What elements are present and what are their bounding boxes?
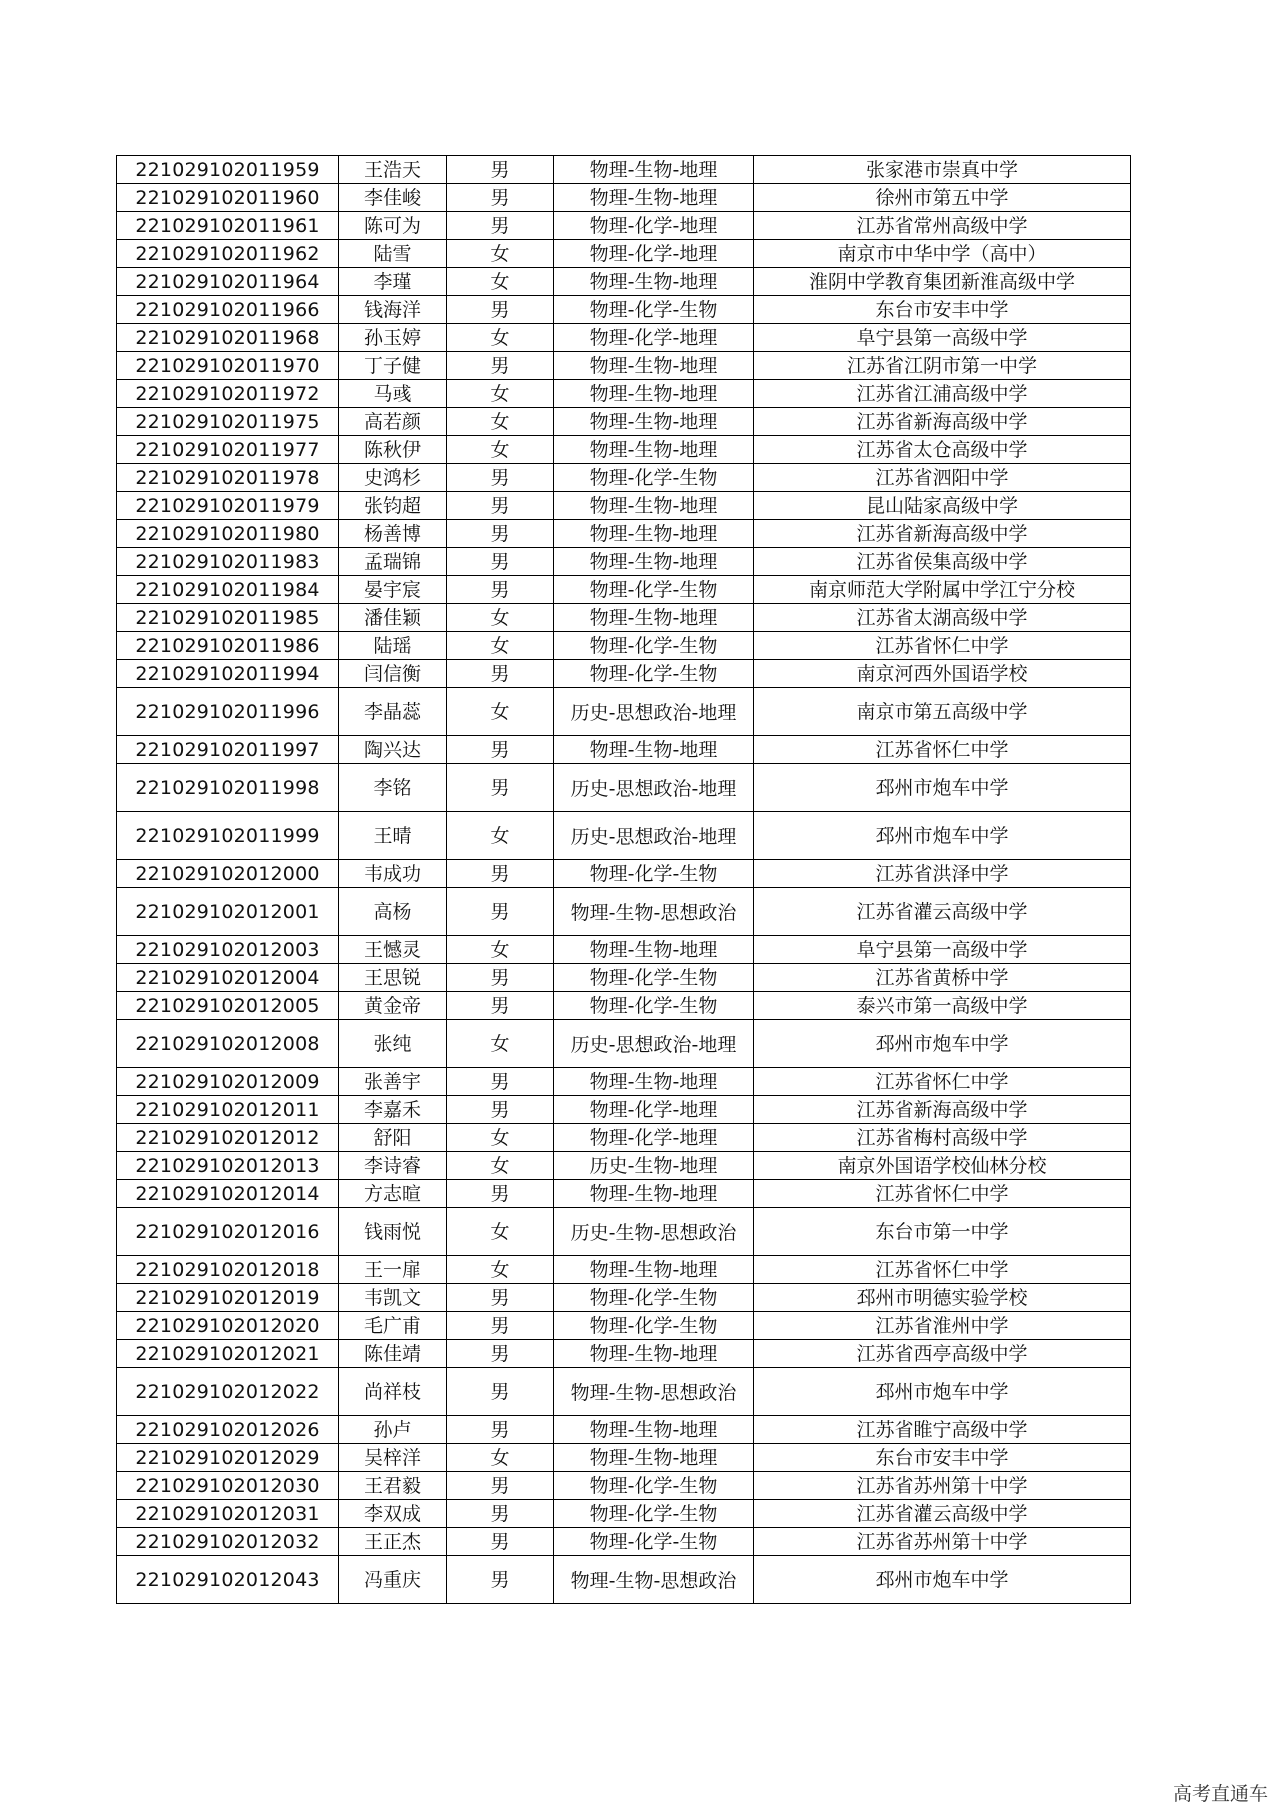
school-cell: 江苏省淮州中学 (754, 1312, 1131, 1340)
table-row (117, 964, 1131, 992)
table-row (117, 184, 1131, 212)
name-cell: 李双成 (339, 1500, 447, 1528)
name-cell: 舒阳 (339, 1124, 447, 1152)
exam-id-cell: 221029102012008 (117, 1020, 339, 1068)
exam-id-cell: 221029102012014 (117, 1180, 339, 1208)
exam-id-cell: 221029102012003 (117, 936, 339, 964)
subjects-cell: 物理-生物-地理 (554, 436, 754, 464)
gender-cell: 男 (447, 1416, 554, 1444)
subjects-cell: 物理-化学-地理 (554, 1124, 754, 1152)
school-cell: 江苏省怀仁中学 (754, 1256, 1131, 1284)
subjects-cell: 物理-生物-地理 (554, 548, 754, 576)
subjects-cell: 物理-化学-地理 (554, 1096, 754, 1124)
exam-id-cell: 221029102011970 (117, 352, 339, 380)
name-cell: 马彧 (339, 380, 447, 408)
school-cell: 江苏省泗阳中学 (754, 464, 1131, 492)
table-row (117, 492, 1131, 520)
name-cell: 李瑾 (339, 268, 447, 296)
table-row (117, 212, 1131, 240)
exam-id-cell: 221029102011966 (117, 296, 339, 324)
gender-cell: 男 (447, 1068, 554, 1096)
name-cell: 李晶蕊 (339, 688, 447, 736)
gender-cell: 男 (447, 888, 554, 936)
name-cell: 钱海洋 (339, 296, 447, 324)
subjects-cell: 历史-思想政治-地理 (554, 764, 754, 812)
table-row (117, 1284, 1131, 1312)
subjects-cell: 物理-化学-生物 (554, 1528, 754, 1556)
table-row (117, 548, 1131, 576)
name-cell: 孟瑞锦 (339, 548, 447, 576)
name-cell: 韦成功 (339, 860, 447, 888)
subjects-cell: 物理-化学-生物 (554, 576, 754, 604)
gender-cell: 女 (447, 688, 554, 736)
gender-cell: 女 (447, 936, 554, 964)
name-cell: 方志暄 (339, 1180, 447, 1208)
gender-cell: 女 (447, 1444, 554, 1472)
school-cell: 邳州市炮车中学 (754, 1556, 1131, 1604)
exam-id-cell: 221029102012031 (117, 1500, 339, 1528)
school-cell: 阜宁县第一高级中学 (754, 324, 1131, 352)
exam-id-cell: 221029102012032 (117, 1528, 339, 1556)
name-cell: 李嘉禾 (339, 1096, 447, 1124)
gender-cell: 男 (447, 184, 554, 212)
school-cell: 昆山陆家高级中学 (754, 492, 1131, 520)
name-cell: 黄金帝 (339, 992, 447, 1020)
school-cell: 南京河西外国语学校 (754, 660, 1131, 688)
school-cell: 东台市安丰中学 (754, 1444, 1131, 1472)
gender-cell: 女 (447, 240, 554, 268)
subjects-cell: 物理-生物-地理 (554, 520, 754, 548)
table-row (117, 436, 1131, 464)
name-cell: 李铭 (339, 764, 447, 812)
exam-id-cell: 221029102011986 (117, 632, 339, 660)
school-cell: 邳州市炮车中学 (754, 812, 1131, 860)
school-cell: 邳州市炮车中学 (754, 764, 1131, 812)
exam-id-cell: 221029102011984 (117, 576, 339, 604)
name-cell: 冯重庆 (339, 1556, 447, 1604)
gender-cell: 女 (447, 324, 554, 352)
school-cell: 江苏省怀仁中学 (754, 632, 1131, 660)
name-cell: 孙玉婷 (339, 324, 447, 352)
school-cell: 江苏省怀仁中学 (754, 1180, 1131, 1208)
table-row (117, 1096, 1131, 1124)
name-cell: 钱雨悦 (339, 1208, 447, 1256)
table-row (117, 660, 1131, 688)
exam-id-cell: 221029102011980 (117, 520, 339, 548)
subjects-cell: 物理-生物-地理 (554, 1416, 754, 1444)
gender-cell: 男 (447, 736, 554, 764)
subjects-cell: 历史-思想政治-地理 (554, 1020, 754, 1068)
subjects-cell: 物理-生物-地理 (554, 1444, 754, 1472)
gender-cell: 女 (447, 604, 554, 632)
exam-id-cell: 221029102011985 (117, 604, 339, 632)
school-cell: 南京外国语学校仙林分校 (754, 1152, 1131, 1180)
subjects-cell: 物理-生物-地理 (554, 184, 754, 212)
subjects-cell: 物理-化学-生物 (554, 296, 754, 324)
name-cell: 陆雪 (339, 240, 447, 268)
exam-id-cell: 221029102012020 (117, 1312, 339, 1340)
subjects-cell: 物理-生物-思想政治 (554, 1368, 754, 1416)
subjects-cell: 历史-生物-地理 (554, 1152, 754, 1180)
table-row (117, 1416, 1131, 1444)
school-cell: 江苏省常州高级中学 (754, 212, 1131, 240)
name-cell: 陈佳靖 (339, 1340, 447, 1368)
gender-cell: 男 (447, 660, 554, 688)
name-cell: 王浩天 (339, 156, 447, 184)
school-cell: 江苏省西亭高级中学 (754, 1340, 1131, 1368)
gender-cell: 男 (447, 548, 554, 576)
name-cell: 王思锐 (339, 964, 447, 992)
school-cell: 泰兴市第一高级中学 (754, 992, 1131, 1020)
table-row (117, 632, 1131, 660)
exam-id-cell: 221029102012011 (117, 1096, 339, 1124)
subjects-cell: 物理-化学-生物 (554, 660, 754, 688)
table-row (117, 736, 1131, 764)
gender-cell: 女 (447, 632, 554, 660)
subjects-cell: 物理-化学-生物 (554, 1500, 754, 1528)
table-row (117, 1068, 1131, 1096)
subjects-cell: 物理-生物-地理 (554, 156, 754, 184)
name-cell: 李诗睿 (339, 1152, 447, 1180)
gender-cell: 女 (447, 1124, 554, 1152)
table-row (117, 1556, 1131, 1604)
school-cell: 江苏省新海高级中学 (754, 1096, 1131, 1124)
table-row (117, 464, 1131, 492)
subjects-cell: 物理-生物-地理 (554, 380, 754, 408)
exam-id-cell: 221029102011975 (117, 408, 339, 436)
gender-cell: 女 (447, 812, 554, 860)
table-row (117, 1500, 1131, 1528)
school-cell: 邳州市炮车中学 (754, 1020, 1131, 1068)
gender-cell: 女 (447, 268, 554, 296)
school-cell: 南京市第五高级中学 (754, 688, 1131, 736)
school-cell: 徐州市第五中学 (754, 184, 1131, 212)
school-cell: 东台市安丰中学 (754, 296, 1131, 324)
gender-cell: 男 (447, 1312, 554, 1340)
exam-id-cell: 221029102011962 (117, 240, 339, 268)
name-cell: 张纯 (339, 1020, 447, 1068)
exam-id-cell: 221029102011996 (117, 688, 339, 736)
gender-cell: 男 (447, 492, 554, 520)
subjects-cell: 物理-化学-生物 (554, 860, 754, 888)
exam-id-cell: 221029102011977 (117, 436, 339, 464)
school-cell: 江苏省太仓高级中学 (754, 436, 1131, 464)
exam-id-cell: 221029102011998 (117, 764, 339, 812)
name-cell: 高杨 (339, 888, 447, 936)
subjects-cell: 物理-化学-生物 (554, 1472, 754, 1500)
gender-cell: 女 (447, 1020, 554, 1068)
subjects-cell: 物理-化学-生物 (554, 1312, 754, 1340)
exam-id-cell: 221029102012029 (117, 1444, 339, 1472)
exam-id-cell: 221029102012004 (117, 964, 339, 992)
subjects-cell: 物理-生物-地理 (554, 408, 754, 436)
school-cell: 江苏省新海高级中学 (754, 408, 1131, 436)
student-list-body (117, 156, 1131, 1604)
subjects-cell: 物理-化学-生物 (554, 1284, 754, 1312)
subjects-cell: 物理-化学-地理 (554, 212, 754, 240)
exam-id-cell: 221029102012013 (117, 1152, 339, 1180)
table-row (117, 888, 1131, 936)
subjects-cell: 物理-生物-思想政治 (554, 1556, 754, 1604)
gender-cell: 男 (447, 156, 554, 184)
exam-id-cell: 221029102012021 (117, 1340, 339, 1368)
exam-id-cell: 221029102011968 (117, 324, 339, 352)
school-cell: 阜宁县第一高级中学 (754, 936, 1131, 964)
school-cell: 张家港市崇真中学 (754, 156, 1131, 184)
school-cell: 淮阴中学教育集团新淮高级中学 (754, 268, 1131, 296)
exam-id-cell: 221029102012009 (117, 1068, 339, 1096)
table-row (117, 936, 1131, 964)
exam-id-cell: 221029102011961 (117, 212, 339, 240)
subjects-cell: 物理-化学-生物 (554, 992, 754, 1020)
gender-cell: 男 (447, 1180, 554, 1208)
table-row (117, 688, 1131, 736)
gender-cell: 男 (447, 296, 554, 324)
table-row (117, 604, 1131, 632)
school-cell: 江苏省怀仁中学 (754, 736, 1131, 764)
school-cell: 邳州市炮车中学 (754, 1368, 1131, 1416)
table-row (117, 380, 1131, 408)
gender-cell: 男 (447, 860, 554, 888)
gender-cell: 女 (447, 436, 554, 464)
exam-id-cell: 221029102012018 (117, 1256, 339, 1284)
exam-id-cell: 221029102011997 (117, 736, 339, 764)
gender-cell: 男 (447, 1096, 554, 1124)
school-cell: 江苏省苏州第十中学 (754, 1528, 1131, 1556)
gender-cell: 女 (447, 1256, 554, 1284)
exam-id-cell: 221029102012012 (117, 1124, 339, 1152)
subjects-cell: 历史-生物-思想政治 (554, 1208, 754, 1256)
exam-id-cell: 221029102012016 (117, 1208, 339, 1256)
gender-cell: 男 (447, 1340, 554, 1368)
exam-id-cell: 221029102012005 (117, 992, 339, 1020)
exam-id-cell: 221029102012000 (117, 860, 339, 888)
name-cell: 王晴 (339, 812, 447, 860)
exam-id-cell: 221029102012043 (117, 1556, 339, 1604)
exam-id-cell: 221029102011964 (117, 268, 339, 296)
exam-id-cell: 221029102012030 (117, 1472, 339, 1500)
table-row (117, 408, 1131, 436)
subjects-cell: 物理-生物-思想政治 (554, 888, 754, 936)
name-cell: 杨善博 (339, 520, 447, 548)
school-cell: 江苏省太湖高级中学 (754, 604, 1131, 632)
subjects-cell: 物理-化学-生物 (554, 964, 754, 992)
table-row (117, 1256, 1131, 1284)
table-row (117, 1180, 1131, 1208)
gender-cell: 男 (447, 1284, 554, 1312)
name-cell: 陈可为 (339, 212, 447, 240)
exam-id-cell: 221029102011994 (117, 660, 339, 688)
gender-cell: 男 (447, 520, 554, 548)
subjects-cell: 物理-化学-地理 (554, 240, 754, 268)
school-cell: 江苏省灌云高级中学 (754, 1500, 1131, 1528)
table-row (117, 992, 1131, 1020)
subjects-cell: 物理-生物-地理 (554, 1068, 754, 1096)
gender-cell: 女 (447, 1152, 554, 1180)
table-row (117, 1312, 1131, 1340)
table-row (117, 1472, 1131, 1500)
exam-id-cell: 221029102011979 (117, 492, 339, 520)
table-row (117, 296, 1131, 324)
name-cell: 王憾灵 (339, 936, 447, 964)
name-cell: 高若颜 (339, 408, 447, 436)
subjects-cell: 物理-生物-地理 (554, 352, 754, 380)
table-row (117, 324, 1131, 352)
gender-cell: 女 (447, 380, 554, 408)
school-cell: 江苏省怀仁中学 (754, 1068, 1131, 1096)
gender-cell: 男 (447, 1500, 554, 1528)
table-row (117, 812, 1131, 860)
subjects-cell: 物理-化学-地理 (554, 324, 754, 352)
table-row (117, 764, 1131, 812)
school-cell: 东台市第一中学 (754, 1208, 1131, 1256)
gender-cell: 男 (447, 576, 554, 604)
name-cell: 晏宇宸 (339, 576, 447, 604)
name-cell: 陆瑶 (339, 632, 447, 660)
school-cell: 江苏省苏州第十中学 (754, 1472, 1131, 1500)
table-row (117, 1124, 1131, 1152)
subjects-cell: 物理-化学-生物 (554, 464, 754, 492)
name-cell: 吴梓洋 (339, 1444, 447, 1472)
subjects-cell: 历史-思想政治-地理 (554, 688, 754, 736)
name-cell: 张钧超 (339, 492, 447, 520)
table-row (117, 1020, 1131, 1068)
school-cell: 江苏省新海高级中学 (754, 520, 1131, 548)
exam-id-cell: 221029102012019 (117, 1284, 339, 1312)
exam-id-cell: 221029102012001 (117, 888, 339, 936)
name-cell: 张善宇 (339, 1068, 447, 1096)
exam-id-cell: 221029102011999 (117, 812, 339, 860)
table-row (117, 1528, 1131, 1556)
gender-cell: 男 (447, 964, 554, 992)
subjects-cell: 物理-生物-地理 (554, 1340, 754, 1368)
table-row (117, 1208, 1131, 1256)
gender-cell: 男 (447, 1472, 554, 1500)
exam-id-cell: 221029102011983 (117, 548, 339, 576)
name-cell: 韦凯文 (339, 1284, 447, 1312)
gender-cell: 男 (447, 764, 554, 812)
name-cell: 王正杰 (339, 1528, 447, 1556)
exam-id-cell: 221029102012026 (117, 1416, 339, 1444)
school-cell: 邳州市明德实验学校 (754, 1284, 1131, 1312)
table-row (117, 1152, 1131, 1180)
table-row (117, 1444, 1131, 1472)
school-cell: 江苏省黄桥中学 (754, 964, 1131, 992)
name-cell: 陈秋伊 (339, 436, 447, 464)
gender-cell: 女 (447, 408, 554, 436)
student-list-table (116, 155, 1131, 1604)
subjects-cell: 物理-生物-地理 (554, 268, 754, 296)
name-cell: 王一扉 (339, 1256, 447, 1284)
subjects-cell: 物理-生物-地理 (554, 1180, 754, 1208)
table-row (117, 1368, 1131, 1416)
table-row (117, 1340, 1131, 1368)
school-cell: 南京市中华中学（高中） (754, 240, 1131, 268)
watermark-text: 高考直通车 (1172, 1783, 1268, 1805)
school-cell: 江苏省江阴市第一中学 (754, 352, 1131, 380)
school-cell: 江苏省江浦高级中学 (754, 380, 1131, 408)
name-cell: 陶兴达 (339, 736, 447, 764)
gender-cell: 男 (447, 212, 554, 240)
name-cell: 闫信衡 (339, 660, 447, 688)
table-row (117, 860, 1131, 888)
name-cell: 丁子健 (339, 352, 447, 380)
subjects-cell: 历史-思想政治-地理 (554, 812, 754, 860)
name-cell: 潘佳颖 (339, 604, 447, 632)
gender-cell: 男 (447, 1368, 554, 1416)
school-cell: 江苏省灌云高级中学 (754, 888, 1131, 936)
subjects-cell: 物理-生物-地理 (554, 604, 754, 632)
table-row (117, 156, 1131, 184)
exam-id-cell: 221029102011960 (117, 184, 339, 212)
subjects-cell: 物理-生物-地理 (554, 936, 754, 964)
school-cell: 江苏省睢宁高级中学 (754, 1416, 1131, 1444)
school-cell: 江苏省洪泽中学 (754, 860, 1131, 888)
gender-cell: 男 (447, 1556, 554, 1604)
exam-id-cell: 221029102011972 (117, 380, 339, 408)
table-row (117, 240, 1131, 268)
subjects-cell: 物理-化学-生物 (554, 632, 754, 660)
exam-id-cell: 221029102011959 (117, 156, 339, 184)
name-cell: 王君毅 (339, 1472, 447, 1500)
table-row (117, 520, 1131, 548)
subjects-cell: 物理-生物-地理 (554, 736, 754, 764)
gender-cell: 男 (447, 1528, 554, 1556)
table-row (117, 268, 1131, 296)
name-cell: 李佳峻 (339, 184, 447, 212)
name-cell: 孙卢 (339, 1416, 447, 1444)
school-cell: 南京师范大学附属中学江宁分校 (754, 576, 1131, 604)
gender-cell: 男 (447, 992, 554, 1020)
name-cell: 毛广甫 (339, 1312, 447, 1340)
gender-cell: 男 (447, 464, 554, 492)
subjects-cell: 物理-生物-地理 (554, 492, 754, 520)
subjects-cell: 物理-生物-地理 (554, 1256, 754, 1284)
exam-id-cell: 221029102012022 (117, 1368, 339, 1416)
gender-cell: 女 (447, 1208, 554, 1256)
school-cell: 江苏省侯集高级中学 (754, 548, 1131, 576)
name-cell: 史鸿杉 (339, 464, 447, 492)
gender-cell: 男 (447, 352, 554, 380)
table-row (117, 576, 1131, 604)
school-cell: 江苏省梅村高级中学 (754, 1124, 1131, 1152)
name-cell: 尚祥枝 (339, 1368, 447, 1416)
exam-id-cell: 221029102011978 (117, 464, 339, 492)
table-row (117, 352, 1131, 380)
